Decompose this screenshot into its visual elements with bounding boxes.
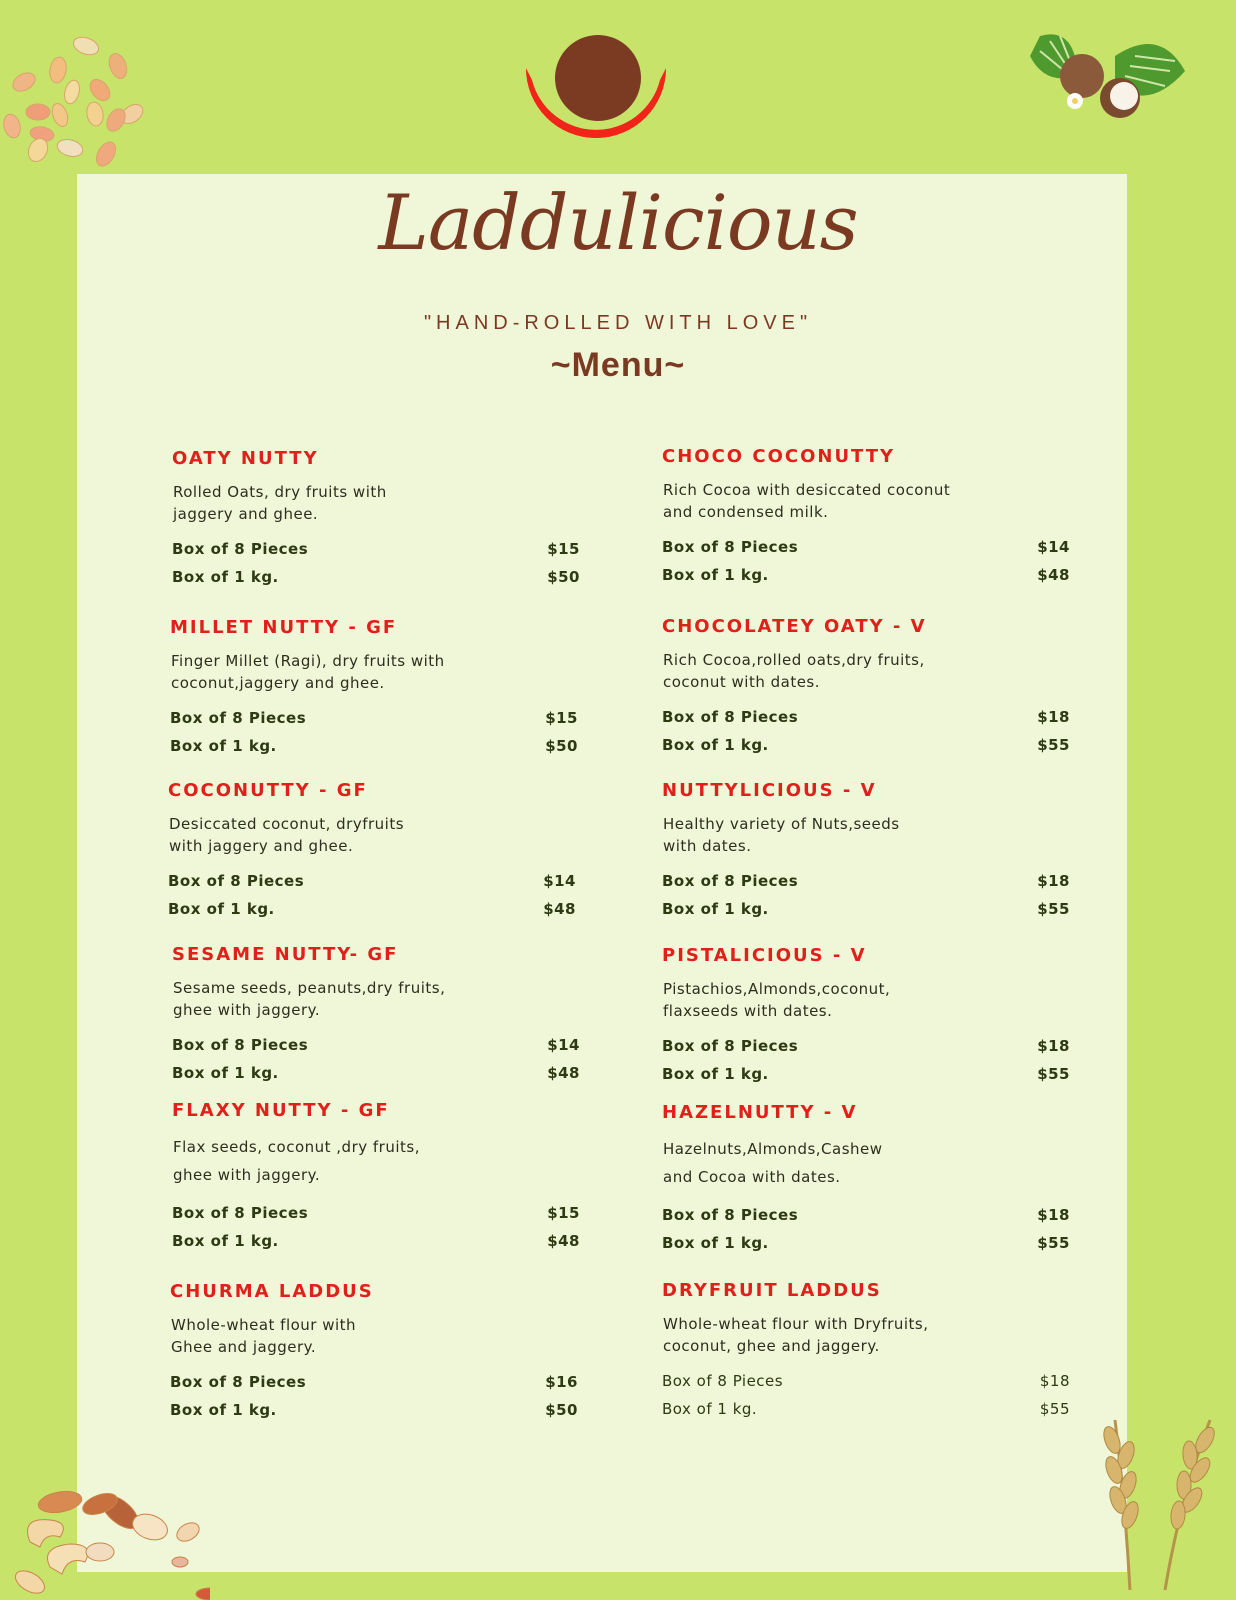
price-value: $15 [547, 1204, 580, 1222]
menu-item [168, 1281, 578, 1424]
price-value: $50 [545, 1401, 578, 1419]
price-label: Box of 8 Pieces [662, 1206, 799, 1224]
item-name: CHOCOLATEY OATY - V [662, 616, 927, 637]
item-name: DRYFRUIT LADDUS [662, 1280, 882, 1301]
item-name: OATY NUTTY [172, 448, 319, 469]
price-row [660, 561, 1070, 589]
price-value: $48 [547, 1064, 580, 1082]
price-label: Box of 8 Pieces [172, 1204, 309, 1222]
item-description: Whole-wheat flour with Ghee and jaggery. [171, 1316, 357, 1356]
price-value: $18 [1037, 872, 1070, 890]
tagline: "HAND-ROLLED WITH LOVE" [423, 312, 813, 334]
item-description: Hazelnuts,Almonds,Cashew and Cocoa with dates. [663, 1140, 883, 1186]
price-row [170, 1059, 580, 1087]
item-name: SESAME NUTTY- GF [172, 944, 399, 965]
price-value: $55 [1037, 1234, 1070, 1252]
menu-item [660, 1280, 1070, 1423]
price-value: $55 [1037, 736, 1070, 754]
price-row [170, 535, 580, 563]
price-row [170, 563, 580, 591]
price-value: $18 [1037, 708, 1070, 726]
price-label: Box of 1 kg. [662, 1400, 758, 1418]
price-row [166, 867, 576, 895]
price-row [168, 732, 578, 760]
item-name: MILLET NUTTY - GF [170, 617, 398, 638]
price-label: Box of 8 Pieces [662, 1372, 784, 1390]
menu-item [170, 944, 580, 1087]
price-value: $55 [1037, 900, 1070, 918]
price-label: Box of 8 Pieces [170, 1373, 307, 1391]
item-description: Rich Cocoa with desiccated coconut and condensed milk. [663, 481, 951, 521]
price-value: $15 [545, 709, 578, 727]
item-name: COCONUTTY - GF [168, 780, 368, 801]
price-value: $48 [547, 1232, 580, 1250]
price-label: Box of 8 Pieces [172, 1036, 309, 1054]
price-label: Box of 1 kg. [172, 568, 279, 586]
price-value: $15 [547, 540, 580, 558]
price-label: Box of 8 Pieces [662, 538, 799, 556]
price-label: Box of 1 kg. [662, 1234, 769, 1252]
price-value: $18 [1039, 1372, 1070, 1390]
price-value: $50 [545, 737, 578, 755]
price-value: $48 [1037, 566, 1070, 584]
price-label: Box of 1 kg. [172, 1232, 279, 1250]
menu-item [660, 780, 1070, 923]
price-row [660, 1367, 1070, 1395]
menu-item [170, 1100, 580, 1255]
item-description: Pistachios,Almonds,coconut, flaxseeds with dates. [663, 980, 891, 1020]
seeds-illustration [0, 30, 150, 175]
menu-item [660, 945, 1070, 1088]
price-row [660, 1060, 1070, 1088]
price-label: Box of 8 Pieces [662, 872, 799, 890]
menu-item [170, 448, 580, 591]
price-label: Box of 8 Pieces [172, 540, 309, 558]
item-description: Flax seeds, coconut ,dry fruits, ghee with jaggery. [173, 1138, 420, 1184]
price-label: Box of 1 kg. [170, 737, 277, 755]
price-row [660, 895, 1070, 923]
item-description: Finger Millet (Ragi), dry fruits with coconut,jaggery and ghee. [171, 652, 445, 692]
menu-title: ~Menu~ [550, 346, 686, 384]
price-row [660, 703, 1070, 731]
coconut-leaves-illustration [1020, 26, 1190, 126]
wheat-illustration [1090, 1400, 1236, 1600]
price-label: Box of 1 kg. [662, 736, 769, 754]
price-label: Box of 8 Pieces [662, 1037, 799, 1055]
price-value: $14 [547, 1036, 580, 1054]
item-description: Rich Cocoa,rolled oats,dry fruits, coconut with dates. [663, 651, 925, 691]
price-row [168, 704, 578, 732]
price-label: Box of 8 Pieces [662, 708, 799, 726]
price-row [660, 867, 1070, 895]
price-row [660, 1229, 1070, 1257]
price-label: Box of 1 kg. [172, 1064, 279, 1082]
price-label: Box of 8 Pieces [170, 709, 307, 727]
price-row [660, 1395, 1070, 1423]
price-value: $55 [1037, 1065, 1070, 1083]
price-row [166, 895, 576, 923]
price-value: $48 [543, 900, 576, 918]
menu-item [660, 1102, 1070, 1257]
price-label: Box of 1 kg. [662, 1065, 769, 1083]
almonds-cashews-illustration [10, 1482, 210, 1600]
item-name: NUTTYLICIOUS - V [662, 780, 877, 801]
price-value: $55 [1039, 1400, 1070, 1418]
item-name: FLAXY NUTTY - GF [172, 1100, 390, 1121]
price-value: $16 [545, 1373, 578, 1391]
price-row [170, 1227, 580, 1255]
menu-item [168, 617, 578, 760]
price-row [660, 533, 1070, 561]
item-description: Whole-wheat flour with Dryfruits, coconut, ghee and jaggery. [663, 1315, 929, 1355]
price-value: $14 [1037, 538, 1070, 556]
price-label: Box of 1 kg. [168, 900, 275, 918]
price-value: $50 [547, 568, 580, 586]
price-row [660, 1032, 1070, 1060]
price-row [168, 1396, 578, 1424]
item-name: PISTALICIOUS - V [662, 945, 867, 966]
menu-item [660, 616, 1070, 759]
price-label: Box of 8 Pieces [168, 872, 305, 890]
price-value: $18 [1037, 1037, 1070, 1055]
item-description: Sesame seeds, peanuts,dry fruits, ghee with jaggery. [173, 979, 446, 1019]
brand-name: Laddulicious [378, 178, 858, 267]
brand-logo-icon [520, 30, 672, 175]
item-description: Desiccated coconut, dryfruits with jaggery and ghee. [169, 815, 405, 855]
price-row [660, 1201, 1070, 1229]
price-row [170, 1031, 580, 1059]
price-label: Box of 1 kg. [170, 1401, 277, 1419]
item-name: HAZELNUTTY - V [662, 1102, 858, 1123]
price-row [168, 1368, 578, 1396]
item-name: CHOCO COCONUTTY [662, 446, 896, 467]
item-description: Rolled Oats, dry fruits with jaggery and ghee. [173, 483, 387, 523]
menu-item [166, 780, 576, 923]
price-row [170, 1199, 580, 1227]
price-value: $14 [543, 872, 576, 890]
item-name: CHURMA LADDUS [170, 1281, 374, 1302]
item-description: Healthy variety of Nuts,seeds with dates. [663, 815, 900, 855]
menu-item [660, 446, 1070, 589]
price-value: $18 [1037, 1206, 1070, 1224]
price-label: Box of 1 kg. [662, 900, 769, 918]
price-row [660, 731, 1070, 759]
price-label: Box of 1 kg. [662, 566, 769, 584]
